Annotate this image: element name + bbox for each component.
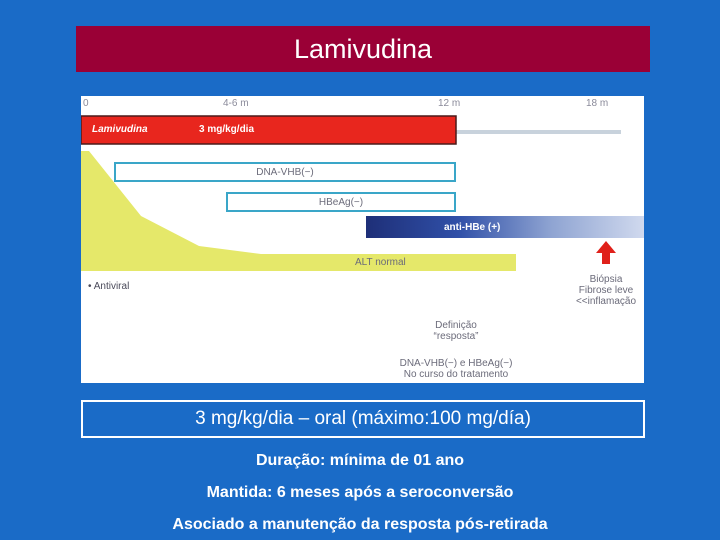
- biopsy-notes: [568, 274, 644, 307]
- tick-12m: 12 m: [438, 98, 461, 109]
- anti-hbe-bar: [366, 216, 644, 238]
- antiviral-label: • Antiviral: [88, 281, 130, 292]
- maintenance-line: Mantida: 6 meses após a seroconversão: [206, 484, 514, 501]
- definition-line: “resposta”: [433, 331, 479, 342]
- tick-4-6m: 4-6 m: [223, 98, 249, 109]
- response-criteria-note: [376, 358, 536, 380]
- lamivudina-bar-dose: 3 mg/kg/dia: [199, 124, 255, 135]
- biopsy-line: Biópsia: [589, 274, 623, 285]
- biopsy-arrow-icon: [596, 241, 616, 264]
- timeline-shapes: [81, 96, 644, 383]
- dna-vhb-label: DNA-VHB(−): [256, 166, 314, 178]
- hbeag-box: [226, 192, 456, 212]
- anti-hbe-label: anti-HBe (+): [444, 221, 501, 233]
- lamivudina-continuation-line: [456, 130, 621, 134]
- criteria-line: No curso do tratamento: [403, 369, 509, 380]
- dose-box: [81, 400, 645, 438]
- dose-text: 3 mg/kg/dia – oral (máximo:100 mg/día): [195, 408, 531, 429]
- association-line: Asociado a manutenção da resposta pós-retirada: [172, 516, 548, 533]
- slide-title: Lamivudina: [76, 26, 650, 72]
- lamivudina-bar-label: Lamivudina: [92, 124, 148, 135]
- tick-18m: 18 m: [586, 98, 609, 109]
- definition-note: [411, 320, 501, 342]
- biopsy-line: <<inflamação: [575, 296, 637, 307]
- criteria-line: DNA-VHB(−) e HBeAg(−): [399, 358, 513, 369]
- duration-line: Duração: mínima de 01 ano: [255, 452, 465, 469]
- alt-normal-label: ALT normal: [355, 257, 406, 268]
- biopsy-line: Fibrose leve: [578, 285, 634, 296]
- tick-0: 0: [83, 98, 89, 109]
- definition-line: Definição: [435, 320, 477, 331]
- treatment-timeline-diagram: [81, 96, 644, 383]
- dna-vhb-box: [114, 162, 456, 182]
- hbeag-label: HBeAg(−): [318, 196, 364, 208]
